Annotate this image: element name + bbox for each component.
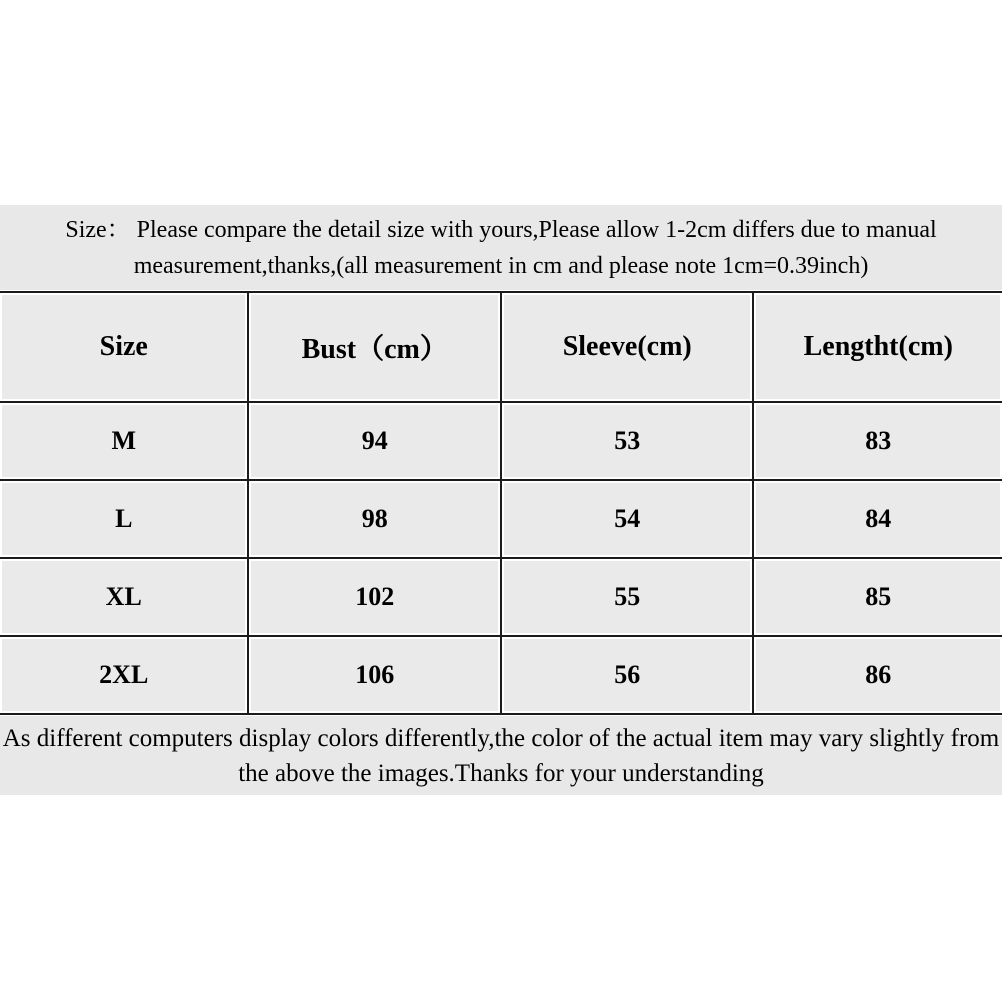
cell-sleeve: 53 — [501, 402, 754, 480]
color-note-line2: the above the images.Thanks for your understanding — [238, 759, 764, 787]
cell-sleeve: 55 — [501, 558, 754, 636]
table-row-m — [0, 402, 1002, 480]
col-header-sleeve: Sleeve(cm) — [501, 292, 754, 402]
cell-bust: 98 — [248, 480, 501, 558]
cell-sleeve: 54 — [501, 480, 754, 558]
col-header-bust: Bust（cm） — [248, 292, 501, 402]
color-note-line1: As different computers display colors differently,the color of the actual item may vary slightly from — [2, 724, 1000, 752]
size-note-line1: Size： Please compare the detail size with yours,Please allow 1-2cm differs due to manual — [65, 216, 937, 243]
table-header-row — [0, 292, 1002, 402]
cell-size: 2XL — [0, 636, 248, 714]
size-table — [0, 291, 1002, 715]
cell-size: M — [0, 402, 248, 480]
cell-bust: 102 — [248, 558, 501, 636]
size-note — [0, 205, 1002, 291]
cell-length: 85 — [753, 558, 1002, 636]
size-chart-content — [0, 205, 1002, 795]
table-row-xl — [0, 558, 1002, 636]
cell-bust: 106 — [248, 636, 501, 714]
table-row-2xl — [0, 636, 1002, 714]
col-header-size: Size — [0, 292, 248, 402]
cell-length: 83 — [753, 402, 1002, 480]
table-row-l — [0, 480, 1002, 558]
cell-size: L — [0, 480, 248, 558]
cell-length: 84 — [753, 480, 1002, 558]
size-note-line2: measurement,thanks,(all measurement in cm and please note 1cm=0.39inch) — [133, 252, 869, 279]
cell-length: 86 — [753, 636, 1002, 714]
color-disclaimer-note — [0, 715, 1002, 795]
cell-sleeve: 56 — [501, 636, 754, 714]
col-header-length: Lengtht(cm) — [753, 292, 1002, 402]
cell-bust: 94 — [248, 402, 501, 480]
cell-size: XL — [0, 558, 248, 636]
